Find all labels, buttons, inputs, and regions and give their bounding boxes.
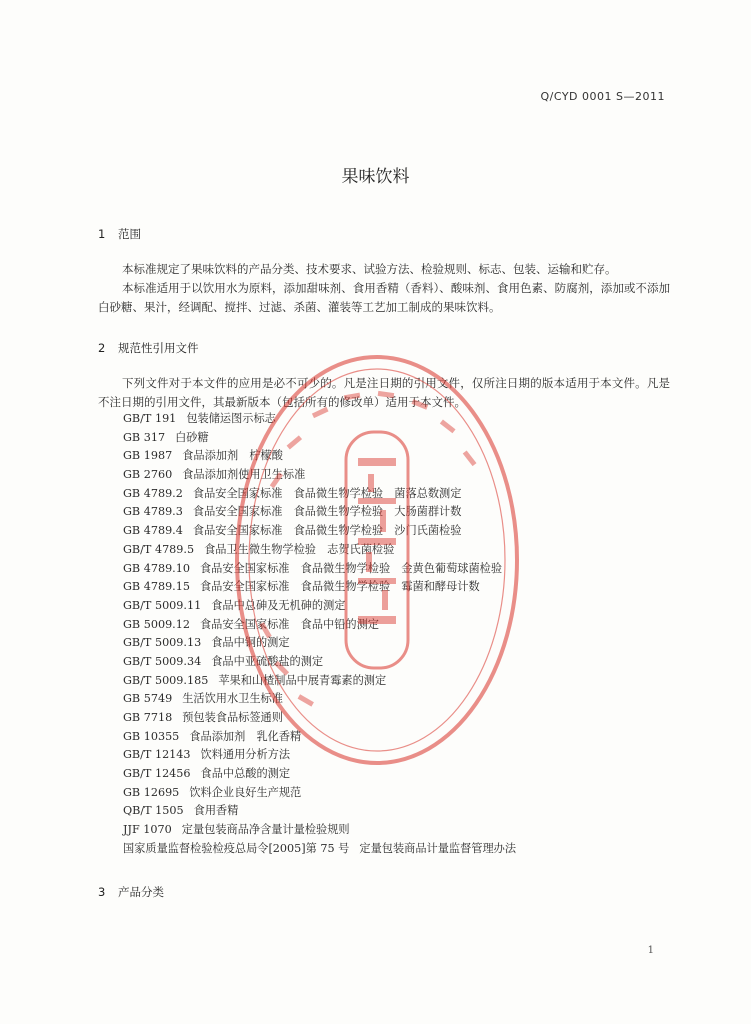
reference-code: GB 12695 [123, 785, 180, 799]
reference-code: GB/T 12143 [123, 748, 191, 762]
reference-code: GB/T 12456 [123, 767, 191, 781]
reference-item [123, 821, 516, 840]
reference-code: 国家质量监督检验检疫总局令[2005]第 75 号 [123, 841, 350, 855]
reference-title: 食品安全国家标准 食品微生物学检验 霉菌和酵母计数 [199, 580, 480, 594]
reference-code: GB 317 [123, 430, 166, 444]
reference-code: GB 4789.10 [123, 561, 190, 575]
reference-title: 食品安全国家标准 食品微生物学检验 大肠菌群计数 [192, 505, 462, 519]
reference-item [123, 709, 516, 728]
reference-code: GB/T 191 [123, 412, 177, 425]
reference-code: GB 10355 [123, 729, 180, 743]
reference-title: 食品添加剂 柠檬酸 [182, 449, 283, 463]
reference-item [123, 410, 516, 429]
reference-item [123, 616, 516, 635]
reference-code: GB 4789.4 [123, 524, 183, 538]
reference-title: 食品安全国家标准 食品微生物学检验 沙门氏菌检验 [192, 524, 462, 538]
reference-code: GB/T 5009.13 [123, 636, 202, 650]
reference-item [123, 802, 516, 821]
reference-item [123, 503, 516, 522]
page-number: 1 [647, 945, 654, 956]
section-1-body [98, 260, 670, 317]
reference-code: GB 5009.12 [123, 617, 190, 631]
reference-code: GB 7718 [123, 711, 173, 724]
reference-code: GB 4789.2 [123, 486, 183, 500]
reference-item [123, 840, 516, 859]
reference-code: GB/T 4789.5 [123, 542, 195, 556]
reference-code: GB 4789.3 [123, 505, 183, 519]
reference-item [123, 597, 516, 616]
reference-title: 定量包装商品净含量计量检验规则 [181, 823, 350, 837]
reference-title: 定量包装商品计量监督管理办法 [359, 841, 517, 855]
reference-item [123, 746, 516, 765]
reference-code: GB/T 5009.185 [123, 673, 209, 687]
reference-code: GB 1987 [123, 449, 173, 463]
reference-title: 生活饮用水卫生标准 [182, 692, 283, 706]
reference-title: 苹果和山楂制品中展青霉素的测定 [218, 673, 387, 687]
section-number: 2 [98, 341, 106, 355]
reference-item [123, 429, 516, 448]
reference-item [123, 485, 516, 504]
reference-title: 白砂糖 [175, 430, 209, 444]
reference-item [123, 690, 516, 709]
reference-item [123, 672, 516, 691]
paragraph: 下列文件对于本文件的应用是必不可少的。凡是注日期的引用文件，仅所注日期的版本适用于本文件。凡是不注日期的引用文件，其最新版本（包括所有的修改单）适用于本文件。 [98, 376, 670, 409]
reference-item [123, 634, 516, 653]
section-title: 范围 [118, 227, 141, 241]
section-title: 规范性引用文件 [118, 341, 199, 355]
reference-item [123, 765, 516, 784]
reference-code: GB/T 5009.34 [123, 654, 202, 668]
section-2-intro [98, 374, 670, 412]
reference-code: GB 4789.15 [123, 580, 190, 594]
reference-title: 食品添加剂使用卫生标准 [182, 468, 306, 482]
section-title: 产品分类 [118, 885, 164, 899]
reference-title: 食品卫生微生物学检验 志贺氏菌检验 [204, 542, 395, 556]
reference-title: 食品中亚硫酸盐的测定 [211, 654, 324, 668]
reference-title: 食品中总砷及无机砷的测定 [211, 598, 346, 612]
section-1-heading [98, 226, 141, 242]
reference-code: QB/T 1505 [123, 804, 184, 818]
paragraph: 本标准规定了果味饮料的产品分类、技术要求、试验方法、检验规则、标志、包装、运输和贮存。 [122, 262, 617, 276]
reference-item [123, 578, 516, 597]
paragraph: 本标准适用于以饮用水为原料，添加甜味剂、食用香精（香料）、酸味剂、食用色素、防腐剂，添加或不添加白砂糖、果汁，经调配、搅拌、过滤、杀菌、灌装等工艺加工制成的果味饮料。 [98, 281, 670, 314]
reference-item [123, 560, 516, 579]
section-2-heading [98, 340, 199, 356]
reference-title: 饮料企业良好生产规范 [189, 785, 302, 799]
reference-code: JJF 1070 [123, 823, 172, 837]
reference-title: 包装储运图示标志 [186, 412, 276, 425]
reference-title: 食品安全国家标准 食品微生物学检验 菌落总数测定 [192, 486, 462, 500]
reference-item [123, 522, 516, 541]
reference-code: GB/T 5009.11 [123, 598, 202, 612]
reference-title: 食品中铜的测定 [211, 636, 290, 650]
reference-item [123, 466, 516, 485]
reference-title: 食用香精 [193, 804, 239, 818]
reference-title: 食品中总酸的测定 [200, 767, 291, 781]
reference-item [123, 784, 516, 803]
section-3-heading [98, 884, 164, 900]
reference-title: 饮料通用分析方法 [200, 748, 291, 762]
reference-item [123, 728, 516, 747]
reference-code: GB 5749 [123, 692, 173, 706]
reference-item [123, 653, 516, 672]
reference-title: 预包装食品标签通则 [182, 711, 283, 724]
reference-title: 食品安全国家标准 食品微生物学检验 金黄色葡萄球菌检验 [199, 561, 503, 575]
reference-list [123, 410, 516, 859]
reference-item [123, 447, 516, 466]
reference-title: 食品添加剂 乳化香精 [189, 729, 302, 743]
section-number: 1 [98, 227, 106, 241]
document-title: 果味饮料 [341, 167, 410, 187]
reference-item [123, 541, 516, 560]
reference-title: 食品安全国家标准 食品中铅的测定 [199, 617, 379, 631]
section-number: 3 [98, 885, 106, 899]
reference-code: GB 2760 [123, 468, 173, 482]
standard-code: Q/CYD 0001 S—2011 [540, 90, 665, 103]
